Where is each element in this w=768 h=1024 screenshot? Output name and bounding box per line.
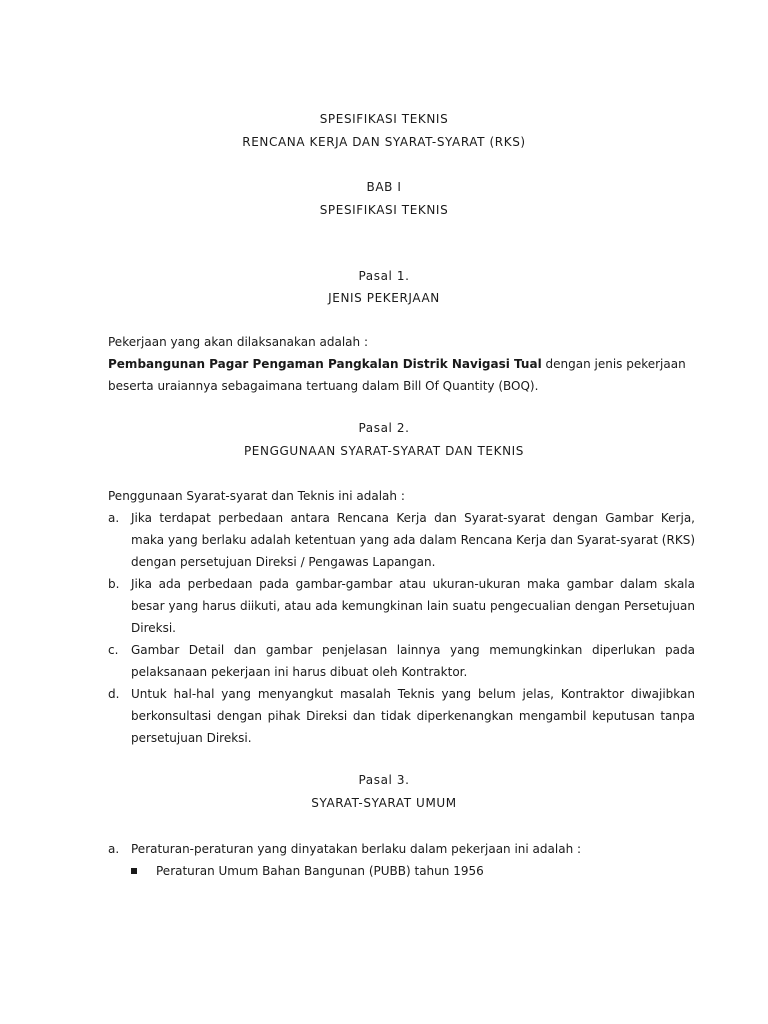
pasal3-list	[108, 838, 695, 882]
doc-subtitle: RENCANA KERJA DAN SYARAT-SYARAT (RKS)	[242, 135, 526, 149]
square-bullet-icon	[131, 868, 137, 874]
doc-title: SPESIFIKASI TEKNIS	[319, 112, 449, 126]
bab-title: SPESIFIKASI TEKNIS	[319, 203, 449, 217]
bab-label: BAB I	[366, 180, 402, 194]
pasal1-paragraph	[108, 353, 695, 397]
list-item	[108, 639, 695, 683]
list-item	[108, 573, 695, 639]
list-item	[108, 838, 695, 860]
pasal2-label: Pasal 2.	[358, 421, 410, 435]
pasal2-list	[108, 507, 695, 749]
pasal3-label: Pasal 3.	[358, 773, 410, 787]
pasal1-label: Pasal 1.	[358, 269, 410, 283]
bullet-item	[108, 860, 695, 882]
pasal1-paragraph-rest: dengan jenis pekerjaan beserta uraiannya sebagaimana tertuang dalam Bill Of Quantity (BOQ).	[108, 357, 686, 393]
pasal3-title: SYARAT-SYARAT UMUM	[311, 796, 457, 810]
project-name: Pembangunan Pagar Pengaman Pangkalan Distrik Navigasi Tual	[108, 357, 542, 371]
list-item	[108, 683, 695, 749]
list-marker: b.	[108, 577, 120, 591]
list-item-text: Peraturan-peraturan yang dinyatakan berlaku dalam pekerjaan ini adalah :	[131, 842, 582, 856]
list-marker: a.	[108, 842, 120, 856]
list-marker: a.	[108, 511, 120, 525]
list-item	[108, 507, 695, 573]
list-marker: c.	[108, 643, 119, 657]
bullet-item-text: Peraturan Umum Bahan Bangunan (PUBB) tahun 1956	[156, 864, 484, 878]
list-item-text: Gambar Detail dan gambar penjelasan lainnya yang memungkinkan diperlukan pada pelaksanaan pekerjaan ini harus dibuat oleh Kontraktor.	[131, 643, 695, 679]
list-item-text: Jika terdapat perbedaan antara Rencana Kerja dan Syarat-syarat dengan Gambar Kerja, maka yang berlaku adalah ketentuan yang ada dalam Rencana Kerja dan Syarat-syarat (RKS) dengan persetujuan Direksi / Pengawas Lapangan.	[131, 511, 695, 569]
pasal1-title: JENIS PEKERJAAN	[328, 291, 440, 305]
pasal2-intro: Penggunaan Syarat-syarat dan Teknis ini adalah :	[108, 489, 405, 503]
list-item-text: Jika ada perbedaan pada gambar-gambar atau ukuran-ukuran maka gambar dalam skala besar yang harus diikuti, atau ada kemungkinan lain suatu pengecualian dengan Persetujuan Direksi.	[131, 577, 695, 635]
pasal2-title: PENGGUNAAN SYARAT-SYARAT DAN TEKNIS	[243, 444, 525, 458]
list-item-text: Untuk hal-hal yang menyangkut masalah Teknis yang belum jelas, Kontraktor diwajibkan berkonsultasi dengan pihak Direksi dan tidak diperkenangkan mengambil keputusan tanpa persetujuan Direksi.	[131, 687, 695, 745]
pasal1-intro: Pekerjaan yang akan dilaksanakan adalah :	[108, 335, 368, 349]
list-marker: d.	[108, 687, 120, 701]
